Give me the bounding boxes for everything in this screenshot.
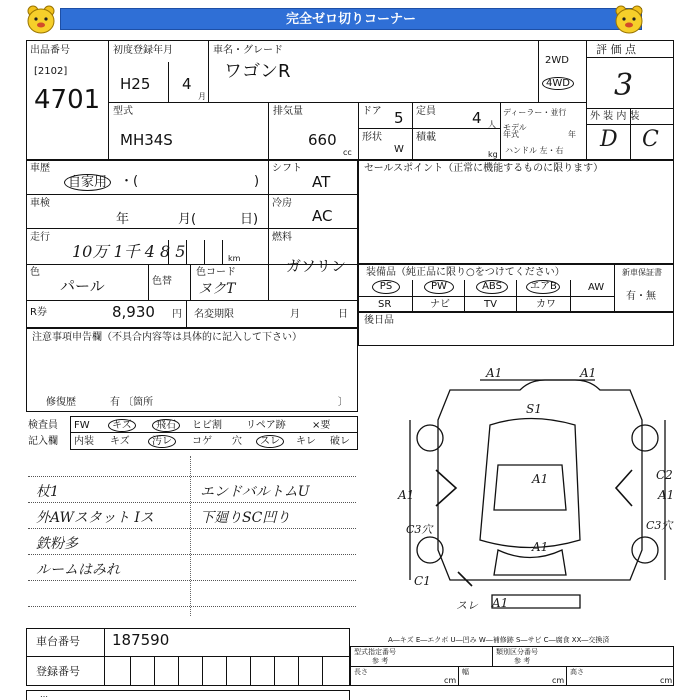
- chassis-value: 187590: [112, 631, 170, 649]
- legend-needed: ×要: [312, 420, 331, 431]
- width-label: 幅: [462, 668, 469, 676]
- sales-point-label: セールスポイント（正常に機能するものに限ります）: [364, 163, 604, 174]
- registration-label: 登録番号: [36, 665, 80, 678]
- repair-label: 修復歴: [46, 397, 76, 408]
- note-right-2: 下廻りSC凹り: [200, 510, 291, 526]
- mileage-label: 走行: [30, 232, 50, 243]
- header-title: 完全ゼロ切りコーナー: [60, 8, 642, 30]
- model-year-unit: 年: [568, 130, 576, 139]
- first-reg-month: 4: [182, 75, 192, 93]
- legend-i-stain: 汚レ: [148, 435, 176, 448]
- doors-value: 5: [394, 109, 404, 127]
- recycle-label: R券: [30, 307, 47, 318]
- lot-number: 4701: [34, 85, 101, 115]
- legend-scratch: キズ: [108, 419, 136, 432]
- capacity-value: 4: [472, 109, 482, 127]
- legend-interior: 内装: [74, 436, 94, 447]
- rear-items-label: 後日品: [364, 315, 394, 326]
- bear-mascot-icon-right: [610, 4, 648, 36]
- equip-pw: PW: [424, 280, 454, 294]
- displacement-unit: cc: [343, 148, 352, 157]
- name-change-label: 名変期限: [194, 309, 234, 320]
- mark-a1-right: A1: [658, 488, 675, 502]
- inspection-year: 年: [116, 212, 130, 227]
- grade-interior: C: [642, 127, 659, 152]
- fuel-label: 燃料: [272, 232, 292, 243]
- load-label: 積載: [416, 132, 436, 143]
- equip-ps: PS: [372, 280, 400, 294]
- damage-code-legend: A―キズ E―エクボ U―凹み W―補修跡 S―サビ C―腐食 XX―交換済: [388, 636, 610, 644]
- ac-label: 冷房: [272, 198, 292, 209]
- recycle-value: 8,930: [112, 303, 155, 321]
- model-value: MH34S: [120, 131, 173, 149]
- color-label: 色: [30, 267, 40, 278]
- grade-sub-label: 外 装 内 装: [590, 111, 640, 122]
- color-change-label: 色替: [152, 276, 172, 287]
- shape-label: 形状: [362, 132, 382, 143]
- color-value: パール: [60, 277, 105, 295]
- recycle-unit: 円: [172, 309, 182, 320]
- mark-a1-top-right: A1: [580, 366, 597, 380]
- grade-exterior: D: [600, 127, 618, 152]
- note-right-1: エンドバルトムU: [200, 484, 310, 500]
- grade-score: 3: [614, 68, 634, 103]
- equip-leather: カワ: [536, 299, 556, 310]
- model-label: 型式: [113, 106, 133, 117]
- equip-airbag: エアB: [526, 280, 560, 294]
- note-left-4: ルームはみれ: [36, 562, 120, 578]
- first-reg-era: H25: [120, 75, 151, 93]
- equip-sr: SR: [378, 299, 392, 310]
- notes-label: 注意事項申告欄（不具合内容等は具体的に記入して下さい）: [32, 332, 302, 343]
- ac-value: AC: [312, 207, 333, 225]
- grade-label: 評 価 点: [596, 43, 636, 56]
- displacement-label: 排気量: [273, 106, 303, 117]
- capacity-unit: 人: [488, 120, 496, 129]
- repair-close: 〕: [338, 397, 348, 408]
- legend-i-cut: キレ: [296, 436, 316, 447]
- mark-rub: スレ: [456, 599, 478, 612]
- mark-c3-right: C3穴: [646, 519, 673, 532]
- first-reg-label: 初度登録年月: [113, 45, 173, 56]
- inspection-label: 車検: [30, 198, 50, 209]
- mark-a1-center: A1: [532, 540, 549, 554]
- mark-a1-roof: A1: [532, 472, 549, 486]
- fuel-value: ガソリン: [286, 257, 347, 275]
- mark-s1: S1: [526, 402, 542, 416]
- capacity-label: 定員: [416, 106, 436, 117]
- displacement-value: 660: [308, 131, 337, 149]
- legend-crack: ヒビ割: [192, 420, 222, 431]
- height-label: 高さ: [570, 668, 584, 676]
- length-label: 長さ: [354, 668, 368, 676]
- legend-i-rub: スレ: [256, 435, 284, 448]
- first-reg-month-unit: 月: [198, 92, 206, 101]
- lot-code: [2102]: [34, 66, 68, 77]
- equipment-label: 装備品（純正品に限り○をつけてください）: [366, 267, 565, 278]
- mileage-unit: km: [228, 254, 241, 263]
- mark-a1-top-left: A1: [486, 366, 503, 380]
- legend-row1-label: 検査員: [28, 420, 58, 431]
- handle-label: ハンドル 左・右: [505, 146, 564, 155]
- history-value: 自家用: [64, 174, 111, 191]
- shape-value: W: [394, 144, 404, 155]
- legend-i-hole: 穴: [232, 436, 242, 447]
- lot-label: 出品番号: [30, 45, 70, 56]
- mileage-value: 10万 1千 4 8 5: [72, 242, 186, 261]
- mark-a1-rear: A1: [492, 596, 509, 610]
- shift-value: AT: [312, 173, 331, 191]
- note-left-2: 外AWスタット Iス: [36, 510, 154, 526]
- repair-value: 有 〔箇所: [110, 397, 154, 408]
- legend-repair: リペア跡: [246, 420, 286, 431]
- bear-mascot-icon-left: [22, 4, 60, 36]
- footer-partial: …: [40, 690, 48, 699]
- length-unit: cm: [444, 676, 457, 685]
- name-change-month: 月: [290, 309, 300, 320]
- inspection-month: 月(: [178, 212, 197, 227]
- equip-abs: ABS: [476, 280, 508, 294]
- history-close: ): [254, 174, 260, 189]
- equip-aw: AW: [588, 282, 605, 293]
- history-label: 車歴: [30, 163, 50, 174]
- car-name-label: 車名・グレード: [213, 45, 283, 56]
- drive-2wd: 2WD: [545, 55, 569, 66]
- load-unit: kg: [488, 150, 498, 159]
- legend-i-tear: 破レ: [330, 436, 350, 447]
- equip-navi: ナビ: [430, 299, 450, 310]
- car-name: ワゴンR: [224, 61, 291, 82]
- equip-tv: TV: [484, 299, 497, 310]
- height-unit: cm: [660, 676, 673, 685]
- inspection-day: 日): [240, 212, 259, 227]
- chassis-label: 車台番号: [36, 635, 80, 648]
- color-code-value: ヌクT: [198, 281, 236, 297]
- class-no-label: 類別区分番号: [496, 648, 538, 656]
- legend-i-scratch: キズ: [110, 436, 130, 447]
- mark-c3-left: C3穴: [406, 523, 433, 536]
- mark-c2: C2: [656, 468, 673, 482]
- mark-c1: C1: [414, 574, 431, 588]
- history-extra: ・(: [120, 174, 139, 189]
- legend-fw: FW: [74, 420, 90, 431]
- dealer-label: ディーラー・並行: [503, 108, 567, 117]
- legend-chip: 飛石: [152, 419, 180, 432]
- name-change-day: 日: [338, 309, 348, 320]
- color-code-label: 色コード: [196, 267, 236, 278]
- model-no-label: 型式指定番号: [354, 648, 396, 656]
- class-no-ref: 参 考: [514, 657, 531, 665]
- warranty-label: 新車保証書: [622, 268, 662, 277]
- width-unit: cm: [552, 676, 565, 685]
- legend-i-burn: コゲ: [192, 436, 212, 447]
- model-no-ref: 参 考: [372, 657, 389, 665]
- drive-4wd: 4WD: [542, 77, 574, 90]
- rear-items-frame: [358, 312, 674, 346]
- doors-label: ドア: [362, 106, 382, 117]
- model-year-label: モデル年式: [503, 123, 527, 139]
- mark-a1-left: A1: [398, 488, 415, 502]
- warranty-value: 有・無: [626, 291, 656, 302]
- legend-row2-label: 記入欄: [28, 436, 58, 447]
- sales-point-frame: [358, 160, 674, 264]
- shift-label: シフト: [272, 163, 302, 174]
- note-left-1: 杖1: [36, 484, 59, 500]
- note-left-3: 鉄粉多: [36, 536, 78, 552]
- footer-partial-frame: [26, 690, 350, 700]
